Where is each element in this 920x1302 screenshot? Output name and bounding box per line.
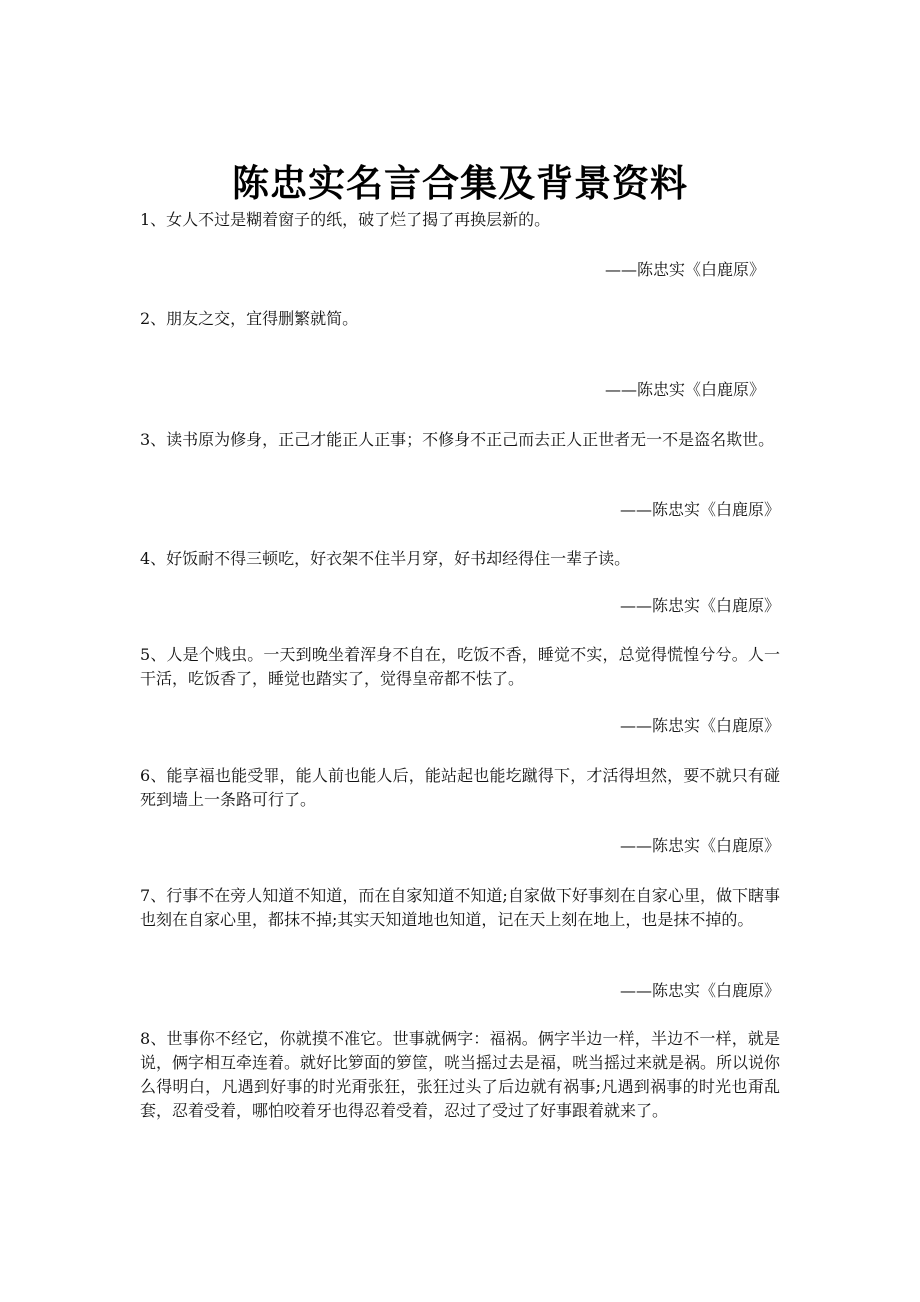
document-title: 陈忠实名言合集及背景资料 — [232, 161, 688, 205]
quote-5-source: ——陈忠实《白鹿原》 — [619, 716, 780, 735]
quote-1-source: ——陈忠实《白鹿原》 — [604, 260, 765, 279]
quote-7-text: 7、行事不在旁人知道不知道，而在自家知道不知道;自家做下好事刻在自家心里，做下瞎事也刻在自家心里，都抹不掉;其实天知道地也知道，记在天上刻在地上，也是抹不掉的。 — [140, 886, 780, 929]
quote-5-text: 5、人是个贱虫。一天到晚坐着浑身不自在，吃饭不香，睡觉不实，总觉得慌惶兮兮。人一干活，吃饭香了，睡觉也踏实了，觉得皇帝都不怯了。 — [140, 645, 780, 688]
quote-1-text: 1、女人不过是糊着窗子的纸，破了烂了揭了再换层新的。 — [140, 210, 551, 229]
quote-7-source: ——陈忠实《白鹿原》 — [619, 981, 780, 1000]
quote-3-text: 3、读书原为修身，正己才能正人正事；不修身不正己而去正人正世者无一不是盗名欺世。 — [140, 430, 775, 449]
quote-4-source: ——陈忠实《白鹿原》 — [619, 596, 780, 615]
quote-6-source: ——陈忠实《白鹿原》 — [619, 836, 780, 855]
quote-2-source: ——陈忠实《白鹿原》 — [604, 380, 765, 399]
quote-4-text: 4、好饭耐不得三顿吃，好衣架不住半月穿，好书却经得住一辈子读。 — [140, 549, 631, 568]
quote-3-source: ——陈忠实《白鹿原》 — [619, 500, 780, 519]
quote-8-text: 8、世事你不经它，你就摸不准它。世事就俩字：福祸。俩字半边一样，半边不一样，就是说，俩字相互牵连着。就好比箩面的箩筐，咣当摇过去是福，咣当摇过来就是祸。所以说你么得明白，凡遇到好事的时光甭张狂，张狂过头了后边就有祸事;凡遇到祸事的时光也甭乱套，忍着受着，哪怕咬着牙也得忍着受着，忍过了受过了好事跟着就来了。 — [140, 1029, 781, 1120]
quote-2-text: 2、朋友之交，宜得删繁就简。 — [140, 309, 359, 328]
quote-6-text: 6、能享福也能受罪，能人前也能人后，能站起也能圪蹴得下，才活得坦然，要不就只有碰死到墙上一条路可行了。 — [140, 766, 780, 809]
